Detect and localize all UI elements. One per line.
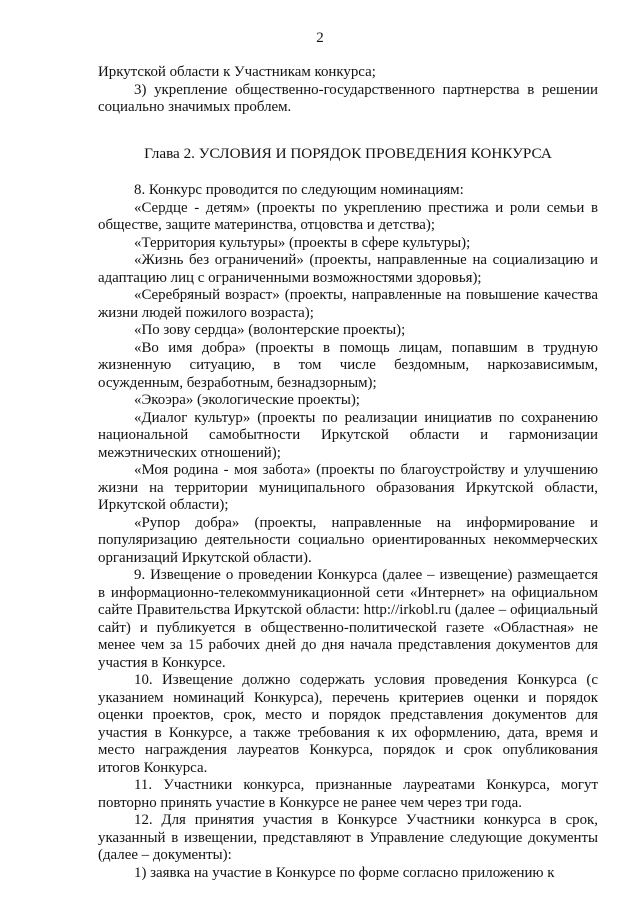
paragraph: 9. Извещение о проведении Конкурса (далее – извещение) размещается в информационно-телекоммуникационной сети «Интернет» на официальном сайте Правительства Иркутской области: http://irkobl.ru (далее – официальный сайт) и публикуется в общественно-политической газете «Областная» не менее чем за 15 рабочих дней до дня начала представления документов для участия в Конкурсе. bbox=[98, 567, 598, 671]
nomination-item: «По зову сердца» (волонтерские проекты); bbox=[134, 322, 406, 338]
document-body bbox=[98, 64, 598, 882]
paragraph: Иркутской области к Участникам конкурса; bbox=[98, 64, 376, 80]
paragraph: 3) укрепление общественно-государственного партнерства в решении социально значимых проблем. bbox=[98, 81, 598, 115]
paragraph: 1) заявка на участие в Конкурсе по форме согласно приложению к bbox=[134, 864, 555, 881]
paragraph: 11. Участники конкурса, признанные лауреатами Конкурса, могут повторно принять участие в Конкурсе не ранее чем через три года. bbox=[98, 777, 598, 811]
paragraph: 12. Для принятия участия в Конкурсе Участники конкурса в срок, указанный в извещении, представляют в Управление следующие документы (далее – документы): bbox=[98, 812, 598, 863]
nomination-item: «Жизнь без ограничений» (проекты, направленные на социализацию и адаптацию лиц с ограниченными возможностями здоровья); bbox=[98, 252, 598, 286]
nomination-item: «Территория культуры» (проекты в сфере культуры); bbox=[134, 234, 471, 251]
paragraph: 8. Конкурс проводится по следующим номинациям: bbox=[134, 182, 464, 198]
nomination-item: «Во имя добра» (проекты в помощь лицам, попавшим в трудную жизненную ситуацию, в том числе бездомным, наркозависимым, осужденным, безработным, безнадзорным); bbox=[98, 339, 598, 391]
nomination-item: «Экоэра» (экологические проекты); bbox=[134, 392, 360, 408]
nomination-item: «Моя родина - моя забота» (проекты по благоустройству и улучшению жизни на территории муниципального образования Иркутской области, Иркутской области); bbox=[98, 462, 598, 513]
nomination-item: «Диалог культур» (проекты по реализации инициатив по сохранению национальной самобытности Иркутской области и гармонизации межэтнических отношений); bbox=[98, 409, 598, 461]
chapter-heading: Глава 2. УСЛОВИЯ И ПОРЯДОК ПРОВЕДЕНИЯ КОНКУРСА bbox=[144, 144, 552, 162]
paragraph: 10. Извещение должно содержать условия проведения Конкурса (с указанием номинаций Конкурса), перечень критериев оценки и порядок оценки проектов, срок, место и порядок представления документов для участия в Конкурсе, а также требования к их оформлению, дата, время и место награждения лауреатов Конкурса, порядок и срок опубликования итогов Конкурса. bbox=[98, 672, 598, 776]
page-number: 2 bbox=[316, 30, 324, 46]
nomination-item: «Рупор добра» (проекты, направленные на информирование и популяризацию деятельности социально ориентированных некоммерческих организаций Иркутской области). bbox=[98, 514, 598, 566]
nomination-item: «Серебряный возраст» (проекты, направленные на повышение качества жизни людей пожилого возраста); bbox=[98, 287, 598, 321]
nomination-item: «Сердце - детям» (проекты по укреплению престижа и роли семьи в обществе, защите материнства, отцовства и детства); bbox=[98, 199, 598, 233]
